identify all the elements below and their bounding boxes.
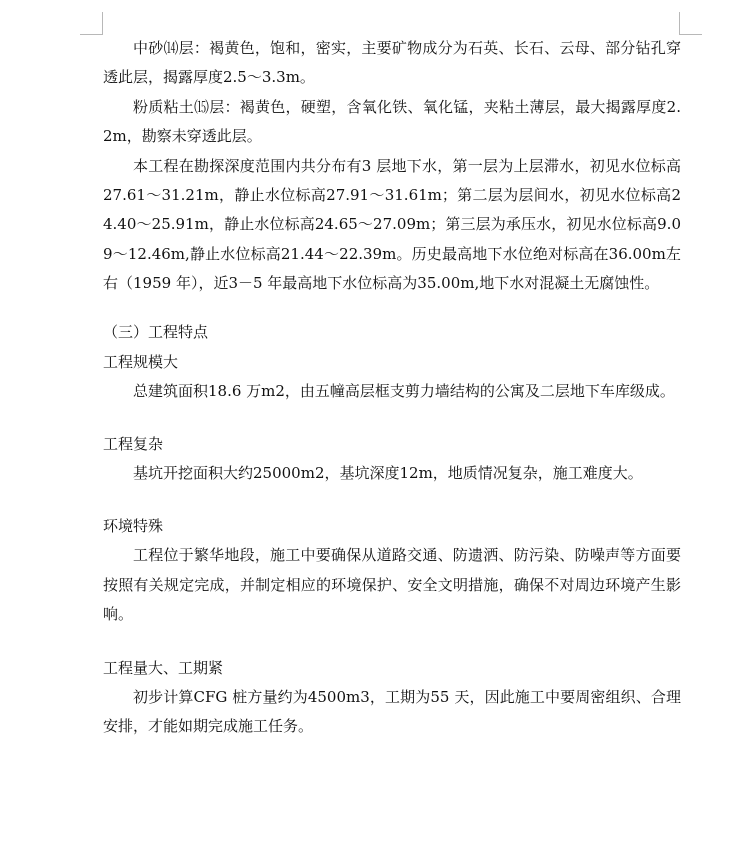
item-text-scale: 总建筑面积18.6 万m2，由五幢高层框支剪力墙结构的公寓及二层地下车库级成。 [133, 381, 675, 400]
item-heading-complexity: 工程复杂 [103, 435, 164, 454]
item-text-environment: 工程位于繁华地段，施工中要确保从道路交通、防遗洒、防污染、防噪声等方面要按照有关规定完成，并制定相应的环境保护、安全文明措施，确保不对周边环境产生影响。 [103, 546, 681, 624]
document-body[interactable] [103, 34, 681, 742]
blank-line [103, 299, 681, 317]
paragraph-groundwater: 本工程在勘探深度范围内共分布有3 层地下水，第一层为上层滞水，初见水位标高27.61～31.21m，静止水位标高27.91～31.61m；第二层为层间水，初见水位标高24.40～25.91m，静止水位标高24.65～27.09m；第三层为承压水，初见水位标高9.09～12.46m,静止水位标高21.44～22.39m。历史最高地下水位绝对标高在36.00m左右（1959 年），近3－5 年最高地下水位标高为35.00m,地下水对混凝土无腐蚀性。 [103, 156, 681, 293]
paragraph-medium-sand-layer: 中砂⒁层：褐黄色，饱和，密实，主要矿物成分为石英、长石、云母、部分钻孔穿透此层，揭露厚度2.5～3.3m。 [103, 39, 681, 87]
item-text-complexity: 基坑开挖面积大约25000m2，基坑深度12m，地质情况复杂，施工难度大。 [133, 464, 643, 483]
paragraph-silty-clay-layer: 粉质粘土⒂层：褐黄色，硬塑，含氧化铁、氧化锰，夹粘土薄层，最大揭露厚度2.2m，勘察未穿透此层。 [103, 97, 681, 146]
page-margin-corner-top-left [80, 12, 103, 35]
blank-line [103, 406, 681, 429]
item-text-schedule: 初步计算CFG 桩方量约为4500m3，工期为55 天，因此施工中要周密组织、合理安排，才能如期完成施工任务。 [103, 687, 681, 736]
blank-line [103, 630, 681, 653]
page-margin-corner-top-right [679, 12, 702, 35]
blank-line [103, 488, 681, 511]
item-heading-schedule: 工程量大、工期紧 [103, 658, 224, 677]
item-heading-environment: 环境特殊 [103, 517, 164, 536]
section-title: （三）工程特点 [103, 322, 209, 341]
item-heading-scale: 工程规模大 [103, 352, 179, 371]
